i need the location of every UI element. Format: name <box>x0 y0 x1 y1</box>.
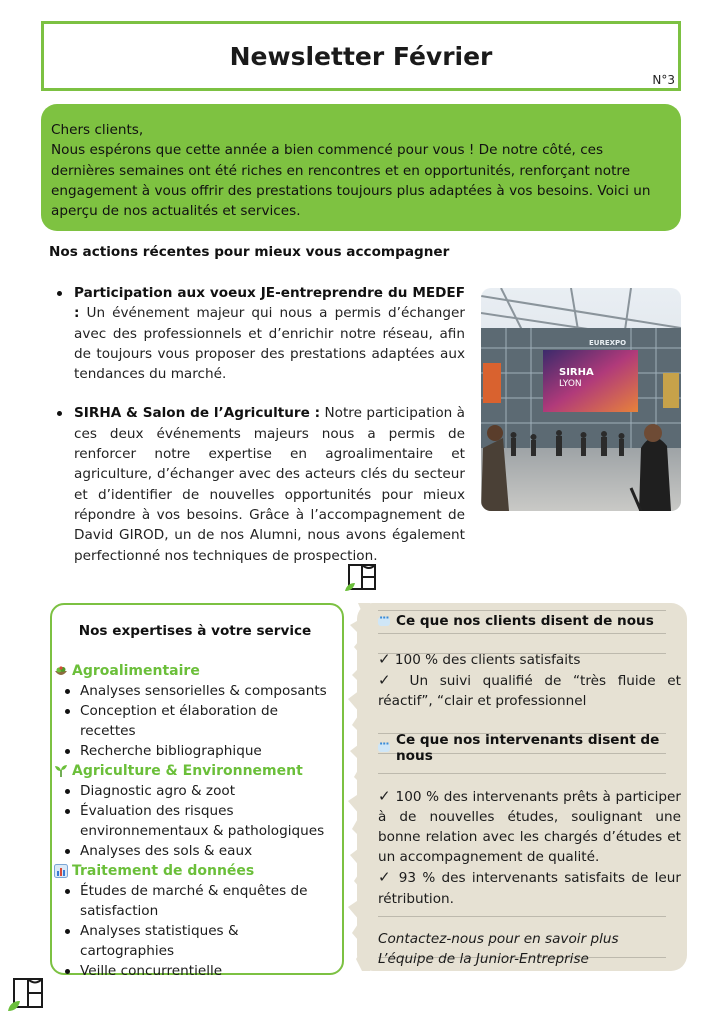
intervenants-heading <box>378 732 681 764</box>
list-item: Analyses statistiques & cartographies <box>54 921 336 961</box>
seedling-icon <box>54 764 68 778</box>
action-item-title: SIRHA & Salon de l’Agriculture : <box>74 405 321 422</box>
list-item: Conception et élaboration de recettes <box>54 701 336 741</box>
list-item: Évaluation des risques environnementaux & pathologiques <box>54 801 336 841</box>
category-list <box>54 681 336 761</box>
newsletter-title-box <box>41 21 681 91</box>
list-item: Études de marché & enquêtes de satisfaction <box>54 881 336 921</box>
category-heading-agroalimentaire <box>54 661 336 681</box>
expertise-box <box>50 603 344 979</box>
intro-box <box>41 104 681 231</box>
actions-heading: Nos actions récentes pour mieux vous accompagner <box>49 244 450 260</box>
action-item-text: Notre participation à ces deux événements majeurs nous a permis de renforcer notre expertise en agroalimentaire et agriculture, d’échanger avec des acteurs clés du secteur et d’identifier de nouvelles opportunités pour mieux répondre à vos besoins. Grâce à l’accompagnement de David GIROD, un de nos Alumni, nous avons également perfectionné nos techniques de prospection. <box>74 405 465 564</box>
intervenant-quote: ✓ 93 % des intervenants satisfaits de leur rétribution. <box>378 868 681 907</box>
category-list <box>54 781 336 861</box>
screen-label-line1: SIRHA <box>559 367 594 378</box>
clients-heading-text: Ce que nos clients disent de nous <box>396 613 654 629</box>
list-item: Veille concurrentielle <box>54 961 336 981</box>
testimonials-content <box>378 613 681 969</box>
salad-bowl-icon <box>54 664 68 678</box>
expertise-title: Nos expertises à votre service <box>78 623 312 639</box>
check-icon: ✓ <box>378 671 398 690</box>
eurexpo-sign: EUREXPO <box>589 339 627 347</box>
list-item: Analyses sensorielles & composants <box>54 681 336 701</box>
list-item: Recherche bibliographique <box>54 741 336 761</box>
action-item <box>53 403 465 565</box>
intro-greeting: Chers clients, <box>51 122 144 138</box>
action-item <box>53 283 465 384</box>
action-item-text: Un événement majeur qui nous a permis d’échanger avec des professionnels et d’enrichir notre réseau, afin de toujours vous proposer des prestations adaptées aux tendances du marché. <box>74 305 465 383</box>
check-icon: ✓ <box>378 868 393 887</box>
issue-number: N°3 <box>652 73 675 87</box>
actions-list <box>53 283 465 585</box>
contact-line: Contactez-nous pour en savoir plus <box>378 930 619 947</box>
category-heading-data <box>54 861 336 881</box>
intro-body: Nous espérons que cette année a bien commencé pour vous ! De notre côté, ces dernières semaines ont été riches en rencontres et en opportunités, renforçant notre engagement à vous offrir des prestations toujours plus adaptées à vos besoins. Voici un aperçu de nos actualités et services. <box>51 142 651 220</box>
check-icon: ✓ <box>378 650 391 668</box>
event-photo <box>481 288 681 511</box>
category-heading-agriculture <box>54 761 336 781</box>
category-name: Agroalimentaire <box>72 663 200 679</box>
speech-bubble-icon <box>378 617 390 626</box>
client-quote: ✓ Un suivi qualifié de “très fluide et réactif”, “clair et professionnel <box>378 671 681 710</box>
intervenant-quote: ✓ 100 % des intervenants prêts à participer à de nouvelles études, soulignant une bonne relation avec les chargés d’études et un accompagnement de qualité. <box>378 786 681 866</box>
torn-edge-decoration <box>344 603 370 971</box>
category-list <box>54 881 336 981</box>
category-name: Agriculture & Environnement <box>72 763 303 779</box>
check-icon: ✓ <box>378 786 391 805</box>
signature-line: L’équipe de la Junior-Entreprise <box>378 951 589 968</box>
client-quote: ✓ 100 % des clients satisfaits <box>378 650 581 668</box>
junior-entreprise-logo <box>343 563 379 593</box>
newsletter-title: Newsletter Février <box>229 41 493 71</box>
screen-label-line2: LYON <box>559 379 582 389</box>
list-item: Diagnostic agro & zoot <box>54 781 336 801</box>
intervenants-heading-text: Ce que nos intervenants disent de nous <box>396 731 660 764</box>
category-name: Traitement de données <box>72 863 255 879</box>
ruled-line <box>378 610 666 611</box>
list-item: Analyses des sols & eaux <box>54 841 336 861</box>
action-item-title: Participation aux voeux JE-entreprendre du MEDEF : <box>74 285 465 322</box>
junior-entreprise-logo-footer <box>6 977 46 1013</box>
speech-bubble-icon <box>378 743 390 752</box>
clients-heading <box>378 613 681 629</box>
bar-chart-icon <box>54 864 68 878</box>
